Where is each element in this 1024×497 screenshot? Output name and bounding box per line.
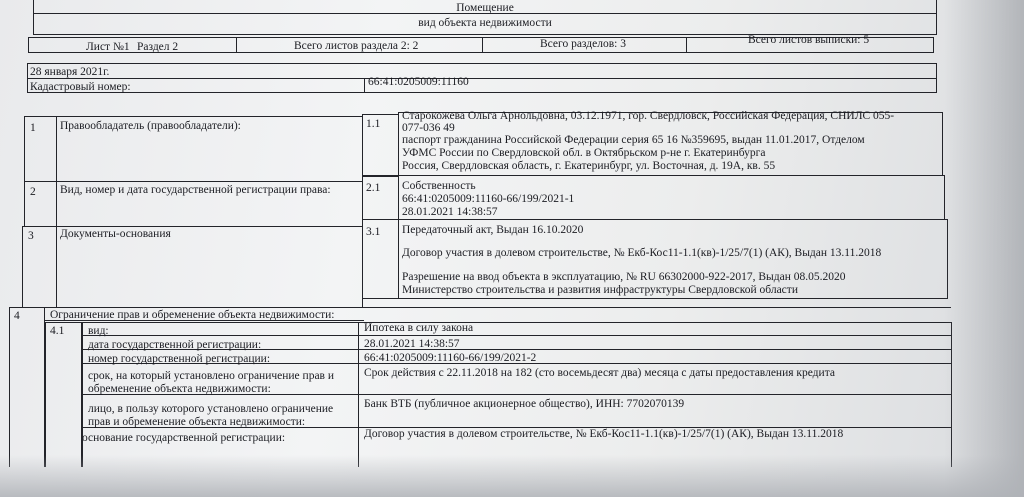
row2-line-2: 66:41:0205009:11160-66/199/2021-1: [402, 193, 575, 205]
bottom-shadow: [0, 455, 1024, 497]
row3-sub: 3.1: [366, 226, 381, 238]
row1-line-2: 077-036 49: [402, 122, 455, 134]
row1-line-4: УФМС России по Свердловской обл. в Октябрьском р-не г. Екатеринбурга: [402, 147, 766, 159]
cadastral-divider: [364, 78, 365, 93]
extract-date: 28 января 2021г.: [30, 66, 110, 78]
row1-sub: 1.1: [366, 118, 381, 130]
object-kind: вид объекта недвижимости: [418, 17, 552, 29]
row3-line-1: Передаточный акт, Выдан 16.10.2020: [402, 224, 584, 236]
enc-value-4: Срок действия с 22.11.2018 на 182 (сто восемьдесят два) месяца с даты предоставления кредита: [364, 367, 835, 379]
row4-num: 4: [14, 310, 20, 322]
enc-label-5b: прав и обременение объекта недвижимости:: [88, 416, 306, 428]
row1-num: 1: [30, 122, 36, 134]
enc-label-3: номер государственной регистрации:: [88, 353, 271, 365]
row3-line-3: Разрешение на ввод объекта в эксплуатацию, № RU 66302000-922-2017, Выдан 08.05.2020: [402, 271, 846, 283]
row3-label: Документы-основания: [60, 228, 171, 240]
date-cell: [27, 63, 937, 79]
row2-sub: 2.1: [366, 182, 381, 194]
sheets-in-section: Всего листов раздела 2: 2: [294, 40, 419, 52]
row2-line-1: Собственность: [402, 180, 476, 192]
extract-sheets-total: Всего листов выписки: 5: [748, 34, 870, 46]
enc-label-2: дата государственной регистрации:: [88, 339, 262, 351]
row2-num: 2: [30, 186, 36, 198]
sections-total: Всего разделов: 3: [540, 38, 626, 50]
row1-label: Правообладатель (правообладатели):: [60, 120, 241, 132]
enc-value-1: Ипотека в силу закона: [364, 322, 474, 334]
paper-edge-shade: [944, 0, 1024, 497]
row2-line-3: 28.01.2021 14:38:57: [402, 206, 498, 218]
row3-line-2: Договор участия в долевом строительстве, № Екб-Кос11-1.1(кв)-1/25/7(1) (АК), Выдан 13.11.2018: [402, 247, 882, 259]
enc-item-1: [82, 322, 952, 336]
enc-label-4b: обременение объекта недвижимости:: [88, 383, 271, 395]
row4-label: Ограничение прав и обременение объекта недвижимости:: [50, 309, 335, 321]
sheet-number: Лист №1: [86, 41, 130, 53]
enc-label-5a: лицо, в пользу которого установлено ограничение: [88, 403, 334, 415]
object-type: Помещение: [456, 2, 514, 14]
enc-value-2: 28.01.2021 14:38:57: [364, 338, 460, 350]
row1-line-1: Старокожева Ольга Арнольдовна, 03.12.1971, гор. Свердловск, Российская Федерация, СНИЛС 055-: [402, 110, 895, 122]
cadastral-number: 66:41:0205009:11160: [368, 76, 469, 88]
row3-line-4: Министерство строительства и развития инфраструктуры Свердловской области: [402, 284, 798, 296]
section-number: Раздел 2: [137, 41, 179, 53]
cadastral-label: Кадастровый номер:: [30, 81, 131, 93]
sheet-info-divider-2: [482, 37, 483, 53]
row4-sub: 4.1: [50, 325, 65, 337]
row4-header-underline: [44, 320, 364, 321]
cadastral-row: [27, 78, 937, 93]
enc-label-1: вид:: [88, 325, 109, 337]
row4-sub-cell: [45, 322, 82, 467]
enc-label-4a: срок, на который установлено ограничение прав и: [88, 370, 335, 382]
row1-line-3: паспорт гражданина Российской Федерации серия 65 16 №359695, выдан 11.01.2017, Отделом: [402, 134, 865, 146]
enc-value-6: Договор участия в долевом строительстве, № Екб-Кос11-1.1(кв)-1/25/7(1) (АК), Выдан 13.11.2018: [364, 428, 844, 440]
sheet-info-divider-3: [686, 37, 687, 53]
enc-column-divider: [358, 322, 359, 467]
row2-num-cell: [24, 181, 57, 227]
enc-value-5: Банк ВТБ (публичное акционерное общество), ИНН: 7702070139: [364, 398, 685, 410]
row3-num: 3: [28, 230, 34, 242]
row2-label: Вид, номер и дата государственной регистрации права:: [60, 184, 331, 196]
enc-value-3: 66:41:0205009:11160-66/199/2021-2: [364, 352, 537, 364]
sheet-info-divider-1: [236, 37, 237, 53]
row1-line-5: Россия, Свердловская область, г. Екатеринбург, ул. Восточная, д. 19А, кв. 55: [402, 160, 776, 172]
row1-num-cell: [24, 116, 57, 182]
enc-label-6: основание государственной регистрации:: [82, 432, 286, 444]
